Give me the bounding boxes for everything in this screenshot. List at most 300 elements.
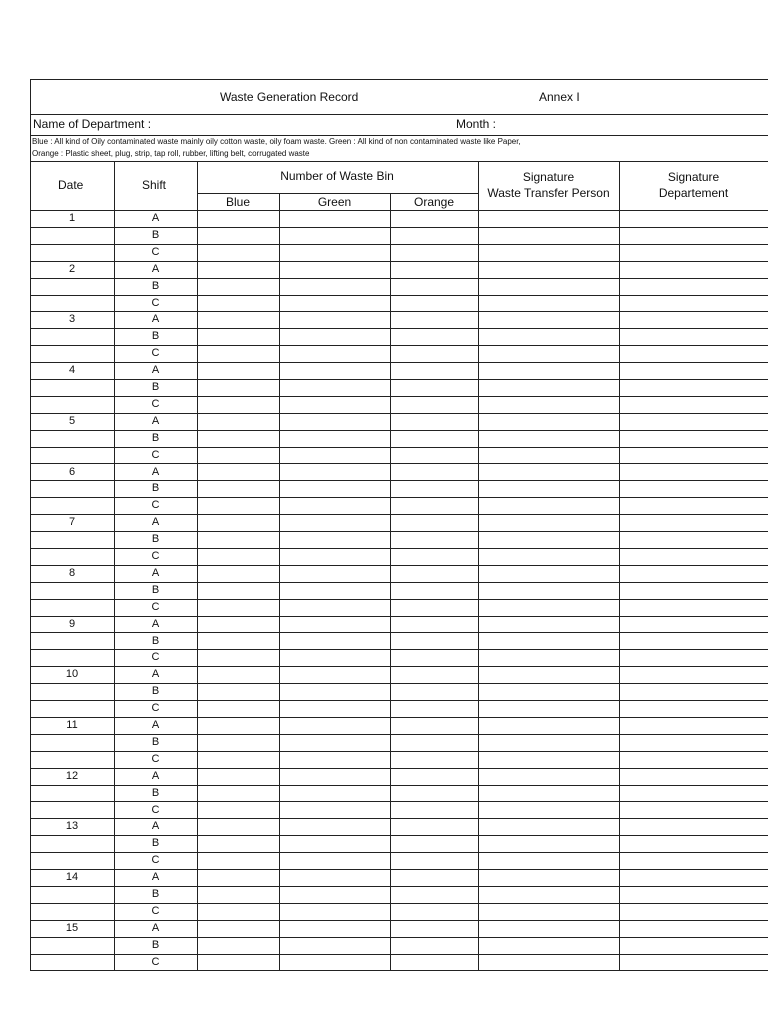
legend-row-border [30,161,768,162]
green-entry-cell[interactable] [279,582,390,599]
blue-entry-cell[interactable] [197,480,279,497]
department-signature-cell[interactable] [619,514,768,531]
green-entry-cell[interactable] [279,852,390,869]
blue-entry-cell[interactable] [197,954,279,971]
department-signature-cell[interactable] [619,396,768,413]
blue-entry-cell[interactable] [197,582,279,599]
green-entry-cell[interactable] [279,886,390,903]
blue-entry-cell[interactable] [197,751,279,768]
department-signature-cell[interactable] [619,531,768,548]
department-signature-cell[interactable] [619,717,768,734]
orange-entry-cell[interactable] [390,447,478,464]
department-signature-cell[interactable] [619,548,768,565]
top-border [30,79,768,80]
transfer-signature-cell[interactable] [478,531,619,548]
blue-entry-cell[interactable] [197,768,279,785]
transfer-signature-cell[interactable] [478,920,619,937]
orange-entry-cell[interactable] [390,582,478,599]
orange-entry-cell[interactable] [390,903,478,920]
green-entry-cell[interactable] [279,920,390,937]
date-cell: 7 [68,516,76,528]
transfer-signature-cell[interactable] [478,616,619,633]
date-cell: 3 [68,313,76,325]
transfer-signature-cell[interactable] [478,261,619,278]
date-cell: 6 [68,466,76,478]
shift-cell: B [151,787,160,799]
orange-entry-cell[interactable] [390,649,478,666]
department-signature-cell[interactable] [619,599,768,616]
shift-cell: B [151,635,160,647]
orange-entry-cell[interactable] [390,464,478,481]
orange-entry-cell[interactable] [390,734,478,751]
annex-label: Annex I [539,90,580,104]
department-signature-cell[interactable] [619,734,768,751]
green-entry-cell[interactable] [279,210,390,227]
orange-entry-cell[interactable] [390,886,478,903]
orange-entry-cell[interactable] [390,328,478,345]
transfer-signature-cell[interactable] [478,785,619,802]
transfer-signature-cell[interactable] [478,278,619,295]
green-entry-cell[interactable] [279,683,390,700]
orange-entry-cell[interactable] [390,362,478,379]
orange-entry-cell[interactable] [390,227,478,244]
transfer-signature-cell[interactable] [478,717,619,734]
date-cell: 4 [68,364,76,376]
department-signature-cell[interactable] [619,413,768,430]
transfer-signature-cell[interactable] [478,514,619,531]
date-cell: 8 [68,567,76,579]
orange-entry-cell[interactable] [390,311,478,328]
signature-department-header-line1: Signature [667,170,720,184]
department-signature-cell[interactable] [619,649,768,666]
department-signature-cell[interactable] [619,244,768,261]
green-entry-cell[interactable] [279,633,390,650]
green-entry-cell[interactable] [279,278,390,295]
transfer-signature-cell[interactable] [478,818,619,835]
shift-cell: C [151,651,160,663]
date-cell: 2 [68,263,76,275]
transfer-signature-cell[interactable] [478,210,619,227]
transfer-signature-cell[interactable] [478,734,619,751]
blue-entry-cell[interactable] [197,903,279,920]
date-cell: 9 [68,618,76,630]
transfer-signature-cell[interactable] [478,379,619,396]
blue-entry-cell[interactable] [197,531,279,548]
shift-cell: A [151,871,160,883]
transfer-signature-cell[interactable] [478,886,619,903]
shift-cell: C [151,246,160,258]
department-signature-cell[interactable] [619,480,768,497]
green-entry-cell[interactable] [279,379,390,396]
blue-entry-cell[interactable] [197,261,279,278]
transfer-signature-cell[interactable] [478,937,619,954]
department-signature-cell[interactable] [619,785,768,802]
orange-entry-cell[interactable] [390,700,478,717]
blue-entry-cell[interactable] [197,379,279,396]
blue-entry-cell[interactable] [197,430,279,447]
orange-entry-cell[interactable] [390,480,478,497]
orange-entry-cell[interactable] [390,717,478,734]
department-signature-cell[interactable] [619,328,768,345]
orange-entry-cell[interactable] [390,869,478,886]
orange-entry-cell[interactable] [390,768,478,785]
blue-entry-cell[interactable] [197,362,279,379]
blue-entry-cell[interactable] [197,311,279,328]
title-row-border [30,114,768,115]
legend-line-2: Orange : Plastic sheet, plug, strip, tap roll, rubber, lifting belt, corrugated waste [32,149,310,158]
shift-cell: B [151,229,160,241]
green-entry-cell[interactable] [279,413,390,430]
department-signature-cell[interactable] [619,210,768,227]
department-label: Name of Department : [33,117,152,131]
legend-line-1: Blue : All kind of Oily contaminated waste mainly oily cotton waste, oily foam waste. Green : All kind of non contaminated waste like Paper, [32,137,521,146]
orange-entry-cell[interactable] [390,430,478,447]
green-entry-cell[interactable] [279,362,390,379]
orange-entry-cell[interactable] [390,818,478,835]
department-signature-cell[interactable] [619,565,768,582]
transfer-signature-cell[interactable] [478,802,619,819]
orange-entry-cell[interactable] [390,802,478,819]
blue-entry-cell[interactable] [197,633,279,650]
green-entry-cell[interactable] [279,666,390,683]
department-signature-cell[interactable] [619,700,768,717]
orange-entry-cell[interactable] [390,920,478,937]
orange-entry-cell[interactable] [390,954,478,971]
orange-entry-cell[interactable] [390,937,478,954]
green-entry-cell[interactable] [279,954,390,971]
signature-transfer-header-line2: Waste Transfer Person [487,186,610,200]
transfer-signature-cell[interactable] [478,666,619,683]
waste-bin-group-header: Number of Waste Bin [280,169,394,183]
shift-cell: A [151,516,160,528]
blue-entry-cell[interactable] [197,937,279,954]
green-entry-cell[interactable] [279,903,390,920]
shift-cell: A [151,618,160,630]
blue-entry-cell[interactable] [197,328,279,345]
orange-entry-cell[interactable] [390,278,478,295]
green-entry-cell[interactable] [279,768,390,785]
waste-bin-subheader-border [197,193,478,194]
shift-cell: C [151,753,160,765]
shift-cell: A [151,212,160,224]
shift-cell: A [151,263,160,275]
orange-entry-cell[interactable] [390,683,478,700]
blue-entry-cell[interactable] [197,802,279,819]
green-entry-cell[interactable] [279,396,390,413]
department-signature-cell[interactable] [619,497,768,514]
department-signature-cell[interactable] [619,582,768,599]
green-entry-cell[interactable] [279,835,390,852]
orange-entry-cell[interactable] [390,396,478,413]
date-column-header: Date [58,178,84,192]
department-signature-cell[interactable] [619,278,768,295]
department-signature-cell[interactable] [619,311,768,328]
blue-entry-cell[interactable] [197,447,279,464]
shift-cell: B [151,736,160,748]
shift-cell: B [151,685,160,697]
shift-cell: C [151,550,160,562]
transfer-signature-cell[interactable] [478,751,619,768]
shift-cell: A [151,364,160,376]
orange-entry-cell[interactable] [390,616,478,633]
orange-entry-cell[interactable] [390,531,478,548]
green-entry-cell[interactable] [279,599,390,616]
shift-cell: B [151,584,160,596]
blue-entry-cell[interactable] [197,548,279,565]
blue-entry-cell[interactable] [197,869,279,886]
department-signature-cell[interactable] [619,261,768,278]
blue-entry-cell[interactable] [197,683,279,700]
shift-cell: C [151,804,160,816]
blue-entry-cell[interactable] [197,464,279,481]
transfer-signature-cell[interactable] [478,548,619,565]
green-entry-cell[interactable] [279,261,390,278]
department-signature-cell[interactable] [619,430,768,447]
department-signature-cell[interactable] [619,345,768,362]
transfer-signature-cell[interactable] [478,835,619,852]
green-entry-cell[interactable] [279,244,390,261]
department-signature-cell[interactable] [619,903,768,920]
transfer-signature-cell[interactable] [478,244,619,261]
blue-entry-cell[interactable] [197,649,279,666]
blue-entry-cell[interactable] [197,886,279,903]
department-signature-cell[interactable] [619,362,768,379]
department-signature-cell[interactable] [619,295,768,312]
blue-entry-cell[interactable] [197,920,279,937]
form-title: Waste Generation Record [220,90,359,104]
blue-entry-cell[interactable] [197,852,279,869]
green-entry-cell[interactable] [279,480,390,497]
green-entry-cell[interactable] [279,649,390,666]
transfer-signature-cell[interactable] [478,954,619,971]
department-signature-cell[interactable] [619,920,768,937]
green-entry-cell[interactable] [279,751,390,768]
department-signature-cell[interactable] [619,852,768,869]
department-signature-cell[interactable] [619,447,768,464]
blue-entry-cell[interactable] [197,599,279,616]
orange-entry-cell[interactable] [390,633,478,650]
shift-cell: A [151,668,160,680]
blue-entry-cell[interactable] [197,616,279,633]
green-entry-cell[interactable] [279,937,390,954]
department-signature-cell[interactable] [619,464,768,481]
green-entry-cell[interactable] [279,295,390,312]
department-signature-cell[interactable] [619,633,768,650]
shift-cell: C [151,854,160,866]
shift-cell: A [151,466,160,478]
blue-entry-cell[interactable] [197,413,279,430]
shift-column-header: Shift [142,178,167,192]
shift-cell: B [151,939,160,951]
department-signature-cell[interactable] [619,227,768,244]
department-signature-cell[interactable] [619,802,768,819]
department-signature-cell[interactable] [619,818,768,835]
shift-cell: A [151,313,160,325]
date-cell: 11 [66,719,78,731]
transfer-signature-cell[interactable] [478,903,619,920]
signature-transfer-header-line1: Signature [522,170,575,184]
blue-entry-cell[interactable] [197,835,279,852]
date-cell: 13 [65,820,79,832]
transfer-signature-cell[interactable] [478,227,619,244]
orange-column-header: Orange [413,195,455,209]
green-entry-cell[interactable] [279,616,390,633]
shift-cell: A [151,820,160,832]
green-entry-cell[interactable] [279,717,390,734]
shift-cell: A [151,567,160,579]
date-cell: 15 [65,922,79,934]
department-signature-cell[interactable] [619,616,768,633]
date-cell: 12 [65,770,79,782]
orange-entry-cell[interactable] [390,548,478,565]
department-signature-cell[interactable] [619,751,768,768]
green-entry-cell[interactable] [279,311,390,328]
blue-entry-cell[interactable] [197,244,279,261]
green-entry-cell[interactable] [279,700,390,717]
orange-entry-cell[interactable] [390,565,478,582]
shift-cell: A [151,770,160,782]
green-entry-cell[interactable] [279,818,390,835]
transfer-signature-cell[interactable] [478,480,619,497]
shift-cell: C [151,347,160,359]
transfer-signature-cell[interactable] [478,497,619,514]
transfer-signature-cell[interactable] [478,295,619,312]
transfer-signature-cell[interactable] [478,633,619,650]
transfer-signature-cell[interactable] [478,345,619,362]
green-entry-cell[interactable] [279,514,390,531]
department-signature-cell[interactable] [619,954,768,971]
blue-entry-cell[interactable] [197,818,279,835]
shift-cell: A [151,415,160,427]
orange-entry-cell[interactable] [390,497,478,514]
transfer-signature-cell[interactable] [478,447,619,464]
orange-entry-cell[interactable] [390,751,478,768]
green-entry-cell[interactable] [279,565,390,582]
orange-entry-cell[interactable] [390,295,478,312]
department-signature-cell[interactable] [619,768,768,785]
transfer-signature-cell[interactable] [478,852,619,869]
green-entry-cell[interactable] [279,430,390,447]
orange-entry-cell[interactable] [390,852,478,869]
orange-entry-cell[interactable] [390,244,478,261]
date-cell: 10 [65,668,79,680]
orange-entry-cell[interactable] [390,413,478,430]
transfer-signature-cell[interactable] [478,683,619,700]
date-cell: 1 [68,212,76,224]
orange-entry-cell[interactable] [390,666,478,683]
green-entry-cell[interactable] [279,802,390,819]
green-entry-cell[interactable] [279,227,390,244]
blue-entry-cell[interactable] [197,278,279,295]
transfer-signature-cell[interactable] [478,328,619,345]
shift-cell: C [151,702,160,714]
transfer-signature-cell[interactable] [478,565,619,582]
blue-entry-cell[interactable] [197,785,279,802]
department-signature-cell[interactable] [619,379,768,396]
orange-entry-cell[interactable] [390,514,478,531]
shift-cell: C [151,499,160,511]
green-entry-cell[interactable] [279,734,390,751]
transfer-signature-cell[interactable] [478,396,619,413]
month-label: Month : [456,117,497,131]
transfer-signature-cell[interactable] [478,869,619,886]
transfer-signature-cell[interactable] [478,430,619,447]
date-cell: 5 [68,415,76,427]
blue-entry-cell[interactable] [197,295,279,312]
blue-entry-cell[interactable] [197,700,279,717]
shift-cell: B [151,432,160,444]
orange-entry-cell[interactable] [390,379,478,396]
date-cell: 14 [65,871,79,883]
blue-entry-cell[interactable] [197,734,279,751]
blue-entry-cell[interactable] [197,210,279,227]
transfer-signature-cell[interactable] [478,582,619,599]
orange-entry-cell[interactable] [390,785,478,802]
green-entry-cell[interactable] [279,464,390,481]
shift-cell: A [151,922,160,934]
green-entry-cell[interactable] [279,785,390,802]
orange-entry-cell[interactable] [390,261,478,278]
department-signature-cell[interactable] [619,886,768,903]
green-entry-cell[interactable] [279,548,390,565]
shift-cell: A [151,719,160,731]
transfer-signature-cell[interactable] [478,362,619,379]
blue-entry-cell[interactable] [197,345,279,362]
department-signature-cell[interactable] [619,937,768,954]
shift-cell: C [151,601,160,613]
shift-cell: B [151,837,160,849]
shift-cell: C [151,905,160,917]
blue-entry-cell[interactable] [197,497,279,514]
signature-department-header-line2: Departement [658,186,729,200]
transfer-signature-cell[interactable] [478,599,619,616]
green-entry-cell[interactable] [279,345,390,362]
shift-cell: B [151,280,160,292]
transfer-signature-cell[interactable] [478,311,619,328]
green-column-header: Green [317,195,352,209]
orange-entry-cell[interactable] [390,345,478,362]
shift-cell: B [151,533,160,545]
department-signature-cell[interactable] [619,666,768,683]
green-entry-cell[interactable] [279,869,390,886]
transfer-signature-cell[interactable] [478,768,619,785]
transfer-signature-cell[interactable] [478,649,619,666]
orange-entry-cell[interactable] [390,835,478,852]
blue-entry-cell[interactable] [197,227,279,244]
shift-cell: C [151,449,160,461]
transfer-signature-cell[interactable] [478,700,619,717]
green-entry-cell[interactable] [279,531,390,548]
orange-entry-cell[interactable] [390,599,478,616]
blue-entry-cell[interactable] [197,717,279,734]
green-entry-cell[interactable] [279,497,390,514]
orange-entry-cell[interactable] [390,210,478,227]
blue-entry-cell[interactable] [197,396,279,413]
transfer-signature-cell[interactable] [478,464,619,481]
department-signature-cell[interactable] [619,683,768,700]
shift-cell: B [151,381,160,393]
blue-entry-cell[interactable] [197,514,279,531]
department-signature-cell[interactable] [619,835,768,852]
transfer-signature-cell[interactable] [478,413,619,430]
green-entry-cell[interactable] [279,328,390,345]
green-entry-cell[interactable] [279,447,390,464]
shift-cell: C [151,398,160,410]
blue-column-header: Blue [225,195,251,209]
blue-entry-cell[interactable] [197,666,279,683]
department-signature-cell[interactable] [619,869,768,886]
blue-entry-cell[interactable] [197,565,279,582]
